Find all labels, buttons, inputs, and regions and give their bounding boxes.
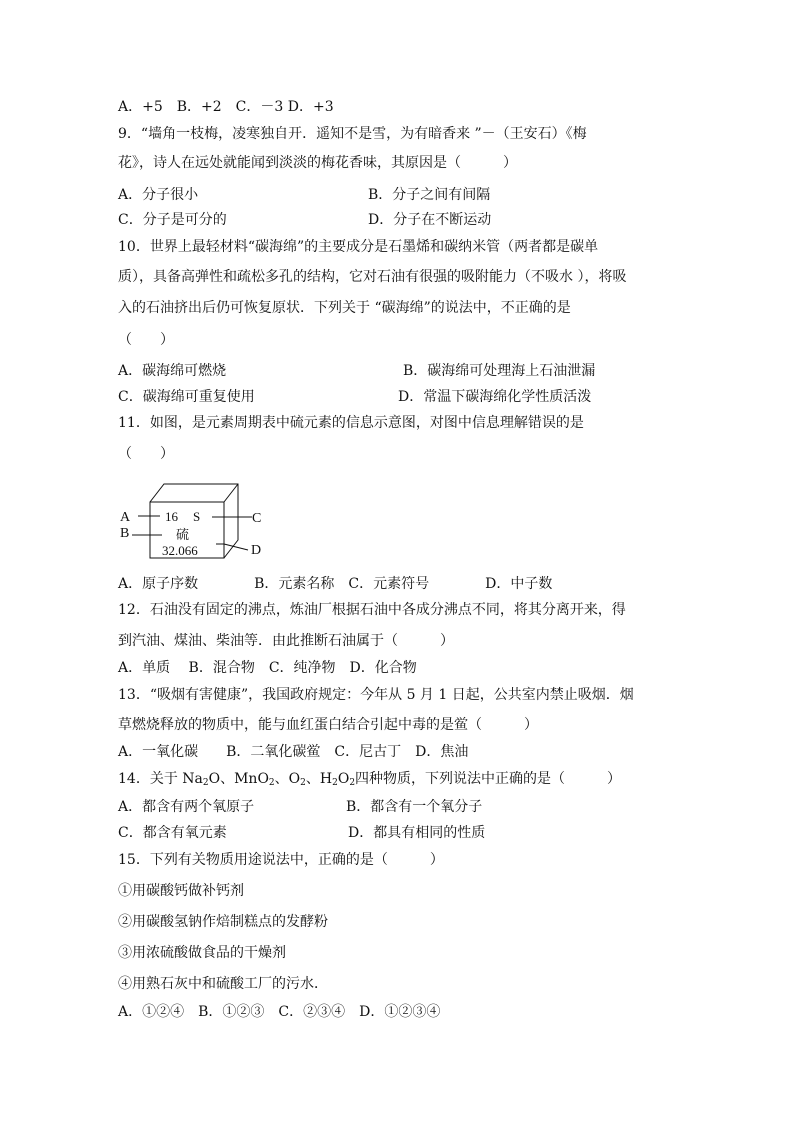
q11-stem-line1: 11．如图，是元素周期表中硫元素的信息示意图，对图中信息理解错误的是 [118,415,584,431]
q14-stem-part3: 、O [274,771,301,787]
sulfur-element-card-diagram [118,478,278,564]
q14-sub2: 2 [268,778,275,788]
label-c: C [252,511,262,526]
q14-stem-part1: 14．关于 Na [118,771,203,787]
q10-option-a: A．碳海绵可燃烧 [118,363,227,379]
q14-option-a: A．都含有两个氧原子 [118,799,255,815]
label-d: D [251,543,262,558]
q11-options: A．原子序数 B．元素名称 C．元素符号 D．中子数 [118,576,553,592]
q13-stem-line2: 草燃烧释放的物质中，能与血红蛋白结合引起中毒的是鲎（ ） [118,717,538,733]
q15-stem: 15．下列有关物质用途说法中，正确的是（ ） [118,852,444,868]
q8-options: A．+5 B．+2 C．－3 D．+3 [118,99,334,115]
label-b: B [120,526,130,541]
q9-stem-line1: 9．“墙角一枝梅，凌寒独自开．遥知不是雪，为有暗香来 ”－（王安石）《梅 [118,126,587,142]
q14-stem-part2: O、MnO [208,771,269,787]
element-name: 硫 [176,527,190,542]
q15-item-4: ④用熟石灰中和硫酸工厂的污水． [118,976,328,992]
q14-stem-part4: 、H [305,771,333,787]
q14-sub3: 2 [300,778,306,788]
q14-sub5: 2 [349,778,356,788]
label-a: A [120,510,131,525]
q15-item-2: ②用碳酸氢钠作焙制糕点的发酵粉 [118,914,328,930]
q9-option-b: B．分子之间有间隔 [368,187,491,203]
q12-stem-line1: 12．石油没有固定的沸点，炼油厂根据石油中各成分沸点不同，将其分离开来，得 [118,602,626,618]
q15-item-1: ①用碳酸钙做补钙剂 [118,883,244,899]
q10-stem-line4: （ ） [118,332,174,348]
q9-option-d: D．分子在不断运动 [368,212,492,228]
q14-option-d: D．都具有相同的性质 [348,825,486,841]
q14-stem-part5: O [337,771,350,787]
atomic-number: 16 [165,509,178,524]
q14-sub4: 2 [332,778,338,788]
q14-stem-part6: 四种物质，下列说法中正确的是（ ） [355,771,622,787]
q10-option-b: B．碳海绵可处理海上石油泄漏 [403,363,596,379]
q14-option-c: C．都含有氧元素 [118,825,227,841]
q13-stem-line1: 13．“吸烟有害健康”，我国政府规定：今年从 5 月 1 日起，公共室内禁止吸烟．烟 [118,687,634,703]
q14-option-b: B．都含有一个氧分子 [346,799,483,815]
q13-options: A．一氧化碳 B．二氧化碳鲎 C．尼古丁 D．焦油 [118,744,469,760]
q9-option-c: C．分子是可分的 [118,212,227,228]
q9-stem-line2: 花》，诗人在远处就能闻到淡淡的梅花香味，其原因是（ ） [118,155,517,171]
element-symbol: S [193,509,201,524]
q15-item-3: ③用浓硫酸做食品的干燥剂 [118,945,286,961]
q12-options: A．单质 B．混合物 C．纯净物 D．化合物 [118,660,417,676]
q10-option-c: C．碳海绵可重复使用 [118,389,255,405]
q14-sub1: 2 [202,778,209,788]
q10-stem-line2: 质），具备高弹性和疏松多孔的结构，它对石油有很强的吸附能力（不吸水 ），将吸 [118,269,627,285]
q10-stem-line1: 10．世界上最轻材料“碳海绵”的主要成分是石墨烯和碳纳米管（两者都是碳单 [118,239,599,255]
q12-stem-line2: 到汽油、煤油、柴油等．由此推断石油属于（ ） [118,633,454,649]
q15-options: A．①②④ B．①②③ C．②③④ D．①②③④ [118,1004,441,1020]
q9-option-a: A．分子很小 [118,187,199,203]
q14-stem [118,769,621,793]
q11-stem-line2: （ ） [118,446,174,462]
q10-stem-line3: 入的石油挤出后仍可恢复原状．下列关于 “碳海绵”的说法中，不正确的是 [118,300,571,316]
q10-option-d: D．常温下碳海绵化学性质活泼 [398,389,592,405]
atomic-mass: 32.066 [162,543,198,558]
